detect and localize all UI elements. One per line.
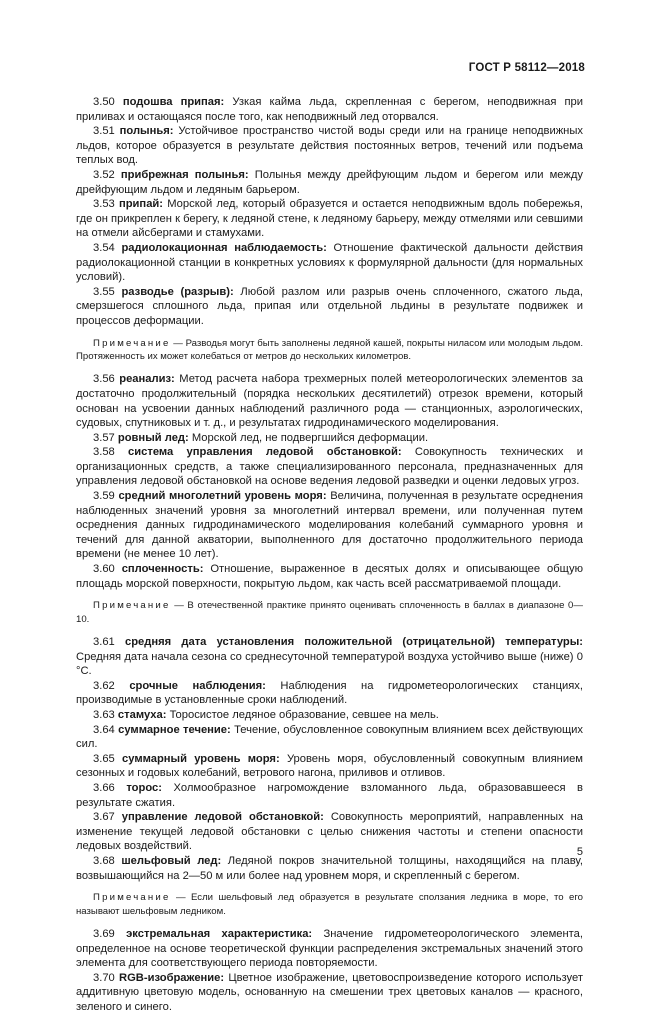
term-name: ровный лед:	[117, 431, 189, 444]
term-entry-3-53	[76, 197, 583, 241]
term-definition: Значение гидрометеорологического элемента, определенное на основе теоретической функции распределения экстремальных значений этого элемента для соответствующего периода повторяемости.	[76, 927, 584, 970]
term-definition: Цветное изображение, цветовоспроизведение которого использует аддитивную цветовую модель, основанную на смешении трех цветовых каналов — красного, зеленого и синего.	[76, 971, 584, 1013]
term-entry-3-66	[76, 781, 583, 810]
term-definition: Ледяной покров значительной толщины, находящийся на плаву, возвышающийся на 2—50 м или более над уровнем моря, и скрепленный с берегом.	[76, 854, 584, 882]
term-entry-3-58	[76, 445, 583, 489]
term-number: 3.70	[93, 971, 115, 984]
term-entry-3-69	[76, 927, 583, 971]
term-entry-3-68	[76, 854, 583, 883]
term-number: 3.52	[93, 168, 115, 181]
term-entry-3-59	[76, 489, 583, 562]
note-label: Примечание	[93, 600, 171, 612]
note-text: — Разводья могут быть заполнены ледяной кашей, покрыты ниласом или молодым льдом. Протяженность их может колебаться от метров до нескольких километров.	[76, 337, 584, 362]
term-number: 3.65	[93, 752, 115, 765]
term-definition: Устойчивое пространство чистой воды среди или на границе неподвижных льдов, которое образуется в результате действия постоянных ветров, течений или подъема теплых вод.	[76, 125, 583, 167]
term-definition: Морской лед, который образуется и остается неподвижным вдоль побережья, где он прикреплен к берегу, к ледяной стене, к ледяному барьеру, между отмелями или севшими на отмели айсбергами и стамухами.	[76, 198, 584, 240]
term-name: средняя дата установления положительной (отрицательной) температуры:	[124, 636, 584, 649]
term-definition: Течение, обусловленное совокупным влиянием всех действующих сил.	[76, 723, 584, 751]
note	[76, 599, 583, 626]
term-name: припай:	[118, 198, 164, 211]
term-number: 3.64	[93, 723, 115, 736]
term-name: прибрежная полынья:	[120, 168, 249, 181]
term-name: RGB-изображение:	[118, 971, 225, 984]
term-definition: Совокупность мероприятий, направленных на изменение текущей ледовой обстановки с целью снижения частоты и степени опасности ледовых воздействий.	[76, 811, 584, 853]
term-name: экстремальная характеристика:	[126, 927, 313, 940]
term-definition: Морской лед, не подвергшийся деформации.	[191, 431, 429, 444]
note-text: — В отечественной практике принято оценивать сплоченность в баллах в диапазоне 0—10.	[76, 600, 583, 625]
term-number: 3.53	[93, 198, 115, 211]
term-number: 3.51	[93, 125, 115, 138]
term-definition: Отношение фактической дальности действия радиолокационной станции в конкретных условиях к формулярной дальности (для нормальных условий).	[76, 241, 584, 284]
term-entry-3-57	[76, 431, 583, 446]
note	[76, 891, 583, 918]
term-definition: Узкая кайма льда, скрепленная с берегом, неподвижная при приливах и остающаяся после того, как неподвижный лед оторвался.	[76, 96, 584, 123]
term-number: 3.57	[93, 431, 115, 444]
term-number: 3.67	[93, 811, 115, 824]
term-entry-3-65	[76, 752, 583, 781]
term-name: разводье (разрыв):	[121, 285, 234, 298]
term-definition: Торосистое ледяное образование, севшее на мель.	[169, 709, 439, 721]
term-definition: Уровень моря, обусловленный совокупным влиянием сезонных и годовых колебаний, ветрового нагона, приливов и отливов.	[76, 752, 583, 780]
term-entry-3-56	[76, 372, 583, 430]
term-number: 3.50	[93, 96, 115, 108]
term-number: 3.55	[93, 285, 115, 298]
term-entry-3-64	[76, 723, 583, 752]
term-number: 3.54	[93, 241, 115, 254]
term-entry-3-70	[76, 971, 583, 1015]
term-number: 3.66	[93, 781, 115, 794]
terms-list	[76, 95, 583, 1015]
page-number: 5	[576, 846, 583, 858]
term-name: полынья:	[119, 125, 174, 138]
term-entry-3-50	[76, 95, 583, 124]
term-entry-3-52	[76, 168, 583, 197]
note-label: Примечание	[93, 892, 171, 904]
term-number: 3.61	[93, 636, 115, 649]
term-definition: Метод расчета набора трехмерных полей метеорологических элементов за достаточно продолжительный (порядка нескольких десятилетий) отрезок времени, который основан на усвоении данных наблюдений различного рода — станционных, аэрологических, судовых, спутниковых и т. д., и результатах гидродинамического моделирования.	[76, 373, 584, 430]
note-text: — Если шельфовый лед образуется в результате сползания ледника в море, то его называют шельфовым ледником.	[76, 892, 583, 917]
term-name: суммарное течение:	[118, 723, 231, 736]
term-entry-3-51	[76, 124, 583, 168]
term-number: 3.63	[93, 709, 115, 721]
term-name: подошва припая:	[122, 96, 225, 108]
term-definition: Совокупность технических и организационных средств, а также специализированного персонала, предназначенных для управления ледовой обстановкой на основе ведения ледовой разведки и оценки ледовых угроз.	[76, 446, 583, 488]
term-number: 3.62	[93, 679, 115, 692]
term-number: 3.59	[93, 490, 115, 503]
term-name: средний многолетний уровень моря:	[118, 490, 327, 503]
term-name: стамуха:	[117, 709, 167, 721]
note	[76, 337, 583, 364]
term-definition: Величина, полученная в результате осреднения наблюденных значений уровня за многолетний интервал времени, или полученная путем осреднения данных гидродинамического моделирования колебаний суммарного уровня и течений для данной акватории, выполненного для достаточно продолжительного периода времени (не менее 10 лет).	[76, 490, 584, 561]
term-entry-3-61	[76, 635, 583, 679]
term-definition: Полынья между дрейфующим льдом и берегом или между дрейфующим льдом и ледяным барьером.	[76, 168, 584, 196]
term-number: 3.69	[93, 927, 115, 940]
term-name: реанализ:	[119, 373, 175, 386]
standard-header: ГОСТ Р 58112—2018	[468, 62, 585, 74]
term-name: радиолокационная наблюдаемость:	[121, 241, 327, 254]
term-name: торос:	[126, 781, 162, 794]
term-name: управление ледовой обстановкой:	[121, 811, 324, 824]
note-label: Примечание	[93, 337, 171, 349]
term-definition: Наблюдения на гидрометеорологических станциях, производимые в установленные сроки наблюдений.	[76, 679, 583, 707]
term-number: 3.68	[93, 854, 115, 867]
term-entry-3-60	[76, 562, 583, 591]
term-name: суммарный уровень моря:	[122, 752, 280, 765]
term-entry-3-55	[76, 285, 583, 329]
term-definition: Отношение, выраженное в десятых долях и описывающее общую площадь морской поверхности, покрытую льдом, как часть всей рассматриваемой площади.	[76, 563, 583, 590]
term-number: 3.60	[93, 563, 115, 576]
term-name: сплоченность:	[121, 563, 204, 576]
term-name: срочные наблюдения:	[129, 679, 266, 692]
term-definition: Любой разлом или разрыв очень сплоченного, сжатого льда, смерзшегося сплошного льда, припая или отдельной льдины в результате подвижек и процессов деформации.	[76, 285, 583, 327]
term-name: система управления ледовой обстановкой:	[128, 446, 402, 459]
term-entry-3-63	[76, 708, 583, 723]
term-definition: Средняя дата начала сезона со среднесуточной температурой воздуха устойчиво выше (ниже) 0 °С.	[76, 650, 583, 678]
term-entry-3-62	[76, 679, 583, 708]
term-number: 3.58	[93, 446, 115, 459]
term-entry-3-67	[76, 810, 583, 854]
term-number: 3.56	[93, 373, 115, 386]
term-entry-3-54	[76, 241, 583, 285]
term-definition: Холмообразное нагромождение взломанного льда, образовавшееся в результате сжатия.	[76, 781, 583, 809]
term-name: шельфовый лед:	[121, 854, 222, 867]
